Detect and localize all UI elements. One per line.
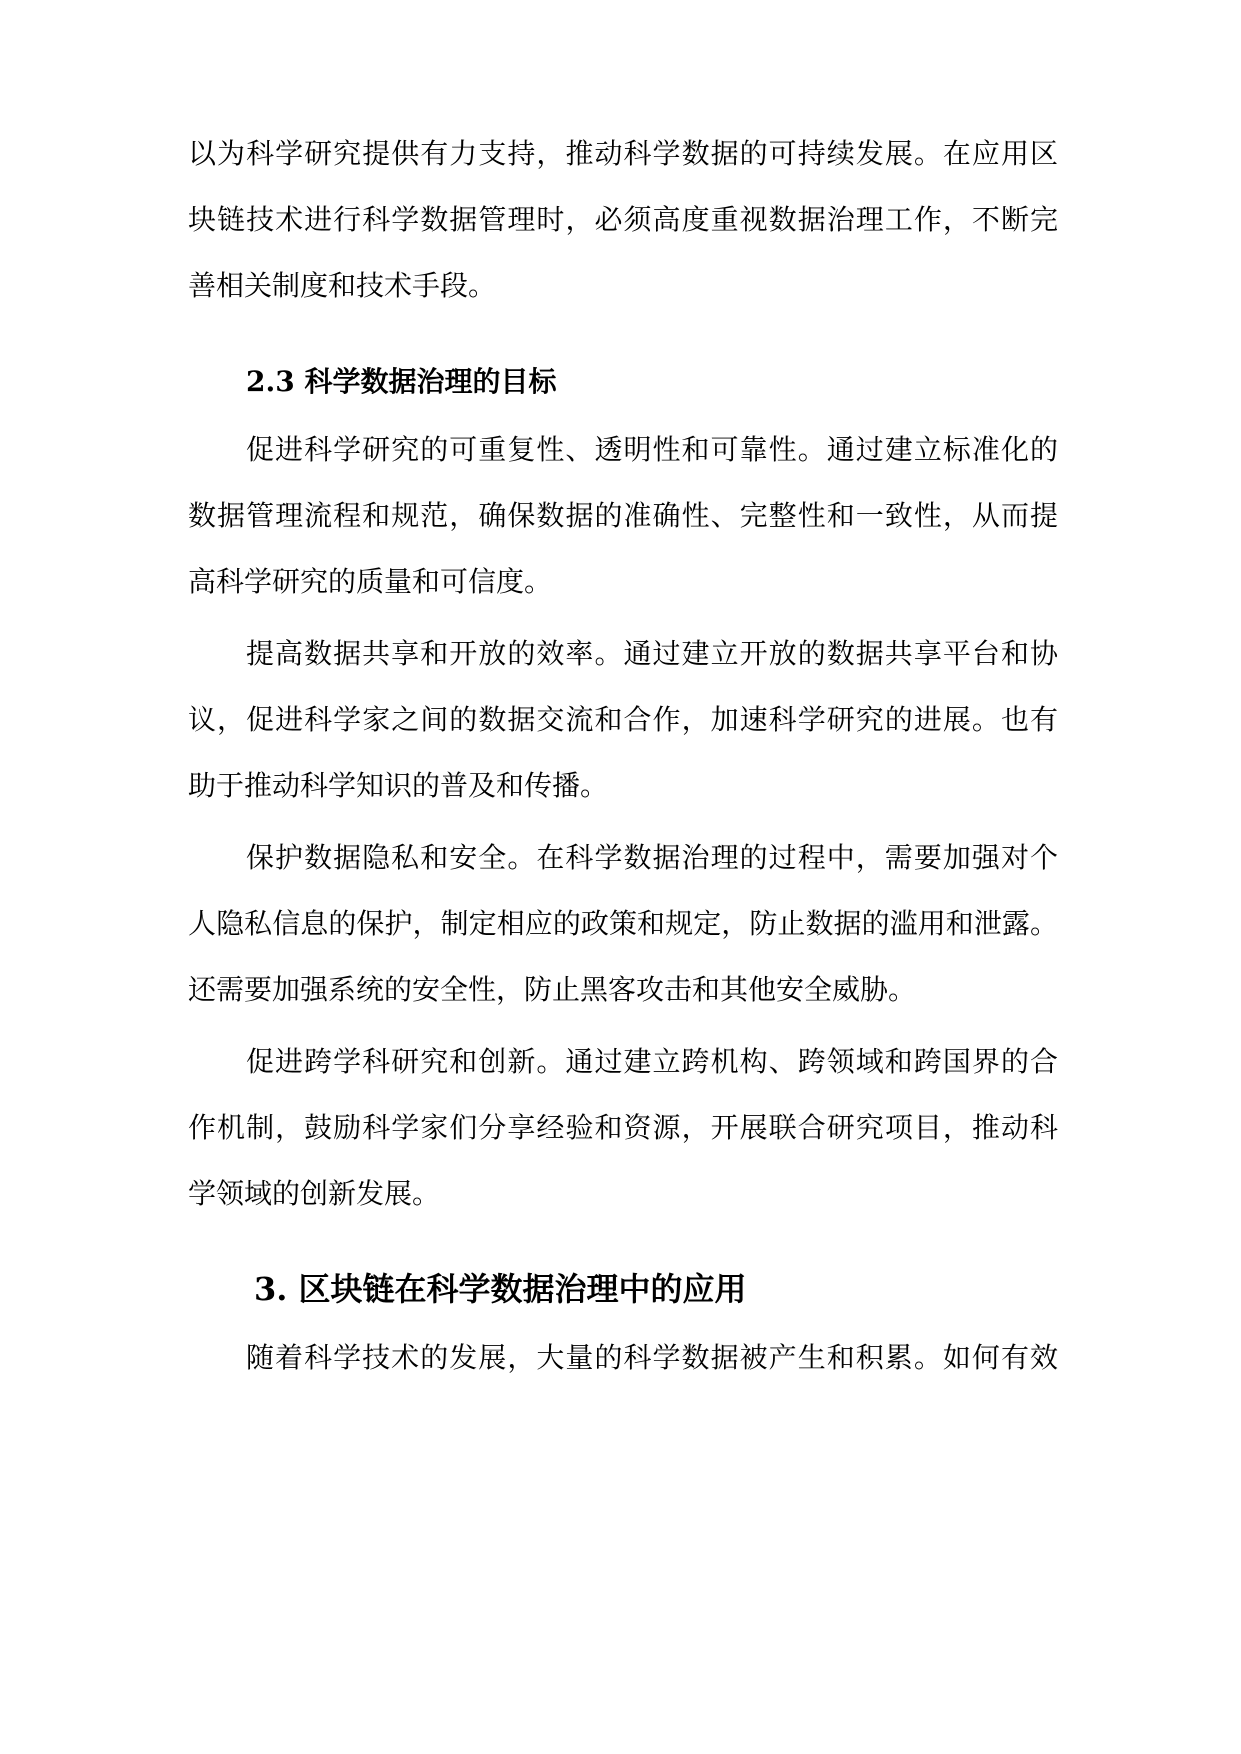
- paragraph-line: 保护数据隐私和安全。在科学数据治理的过程中，需要加强对个: [246, 841, 1058, 874]
- paragraph-line: 助于推动科学知识的普及和传播。: [188, 769, 609, 802]
- paragraph-line: 善相关制度和技术手段。: [188, 269, 497, 302]
- paragraph-line: 以为科学研究提供有力支持，推动科学数据的可持续发展。在应用区: [188, 137, 1058, 170]
- paragraph-line: 高科学研究的质量和可信度。: [188, 565, 553, 598]
- paragraph-line: 还需要加强系统的安全性，防止黑客攻击和其他安全威胁。: [188, 973, 917, 1006]
- paragraph-line: 提高数据共享和开放的效率。通过建立开放的数据共享平台和协: [246, 637, 1058, 670]
- paragraph-line: 促进科学研究的可重复性、透明性和可靠性。通过建立标准化的: [246, 433, 1058, 466]
- paragraph-line: 作机制，鼓励科学家们分享经验和资源，开展联合研究项目，推动科: [188, 1111, 1058, 1144]
- paragraph-line: 促进跨学科研究和创新。通过建立跨机构、跨领域和跨国界的合: [246, 1045, 1058, 1078]
- paragraph-line: 学领域的创新发展。: [188, 1177, 441, 1210]
- section-heading-3: 3. 区块链在科学数据治理中的应用: [254, 1270, 747, 1308]
- paragraph-line: 数据管理流程和规范，确保数据的准确性、完整性和一致性，从而提: [188, 499, 1058, 532]
- paragraph-line: 人隐私信息的保护，制定相应的政策和规定，防止数据的滥用和泄露。: [188, 907, 1058, 940]
- paragraph-line: 随着科学技术的发展，大量的科学数据被产生和积累。如何有效: [246, 1341, 1058, 1374]
- paragraph-line: 块链技术进行科学数据管理时，必须高度重视数据治理工作，不断完: [188, 203, 1058, 236]
- section-heading-2-3: 2.3 科学数据治理的目标: [246, 365, 557, 398]
- paragraph-line: 议，促进科学家之间的数据交流和合作，加速科学研究的进展。也有: [188, 703, 1058, 736]
